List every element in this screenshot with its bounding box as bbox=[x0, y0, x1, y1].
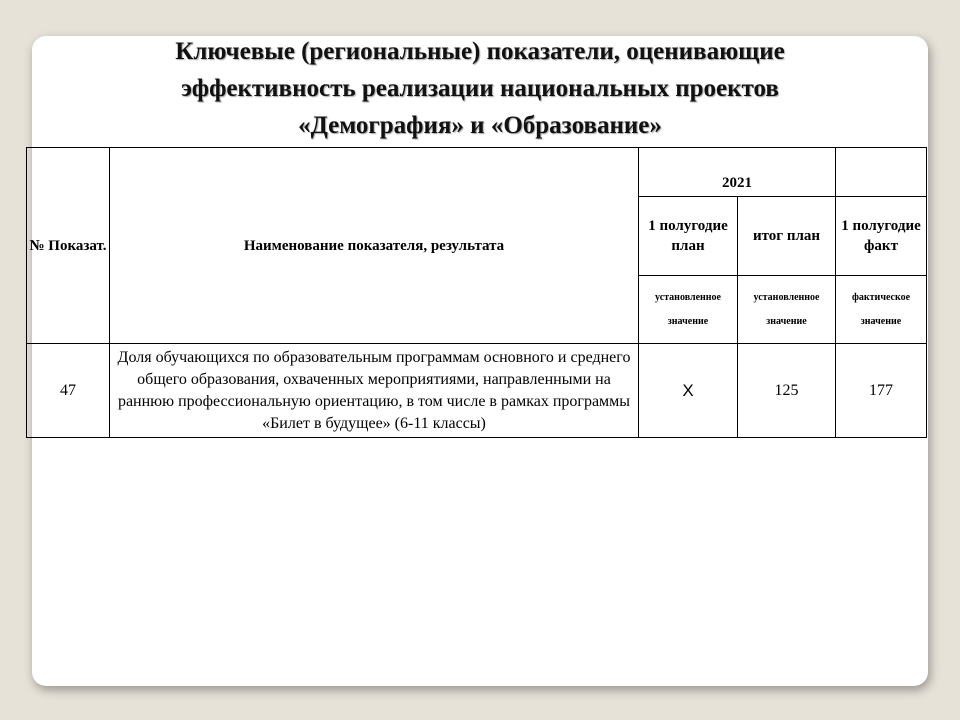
header-indicator-name: Наименование показателя, результата bbox=[110, 148, 639, 344]
table-row bbox=[27, 344, 927, 438]
row-indicator-name: Доля обучающихся по образовательным программам основного и среднего общего образования, охваченных мероприятиями, направленными на раннюю профессиональную ориентацию, в том числе в рамках программы «Билет в будущее» (6-11 классы) bbox=[110, 344, 639, 438]
header-total-plan: итог план bbox=[738, 197, 836, 276]
row-h1-fact: 177 bbox=[836, 344, 927, 438]
row-h1-plan: X bbox=[639, 344, 738, 438]
slide-title bbox=[0, 0, 960, 144]
row-number: 47 bbox=[27, 344, 110, 438]
header-number: № Показат. bbox=[27, 148, 110, 344]
header-year: 2021 bbox=[639, 148, 836, 197]
title-line-3: «Демография» и «Образование» bbox=[298, 112, 662, 139]
subheader-h1-fact: фактическое значение bbox=[836, 276, 927, 344]
header-h1-fact: 1 полугодие факт bbox=[836, 197, 927, 276]
title-line-2: эффективность реализации национальных проектов bbox=[181, 75, 779, 102]
subheader-h1-plan: установленное значение bbox=[639, 276, 738, 344]
title-line-1: Ключевые (региональные) показатели, оценивающие bbox=[175, 38, 785, 65]
subheader-total-plan: установленное значение bbox=[738, 276, 836, 344]
header-h1-plan: 1 полугодие план bbox=[639, 197, 738, 276]
row-total-plan: 125 bbox=[738, 344, 836, 438]
indicators-table bbox=[26, 147, 927, 438]
header-year-empty bbox=[836, 148, 927, 197]
